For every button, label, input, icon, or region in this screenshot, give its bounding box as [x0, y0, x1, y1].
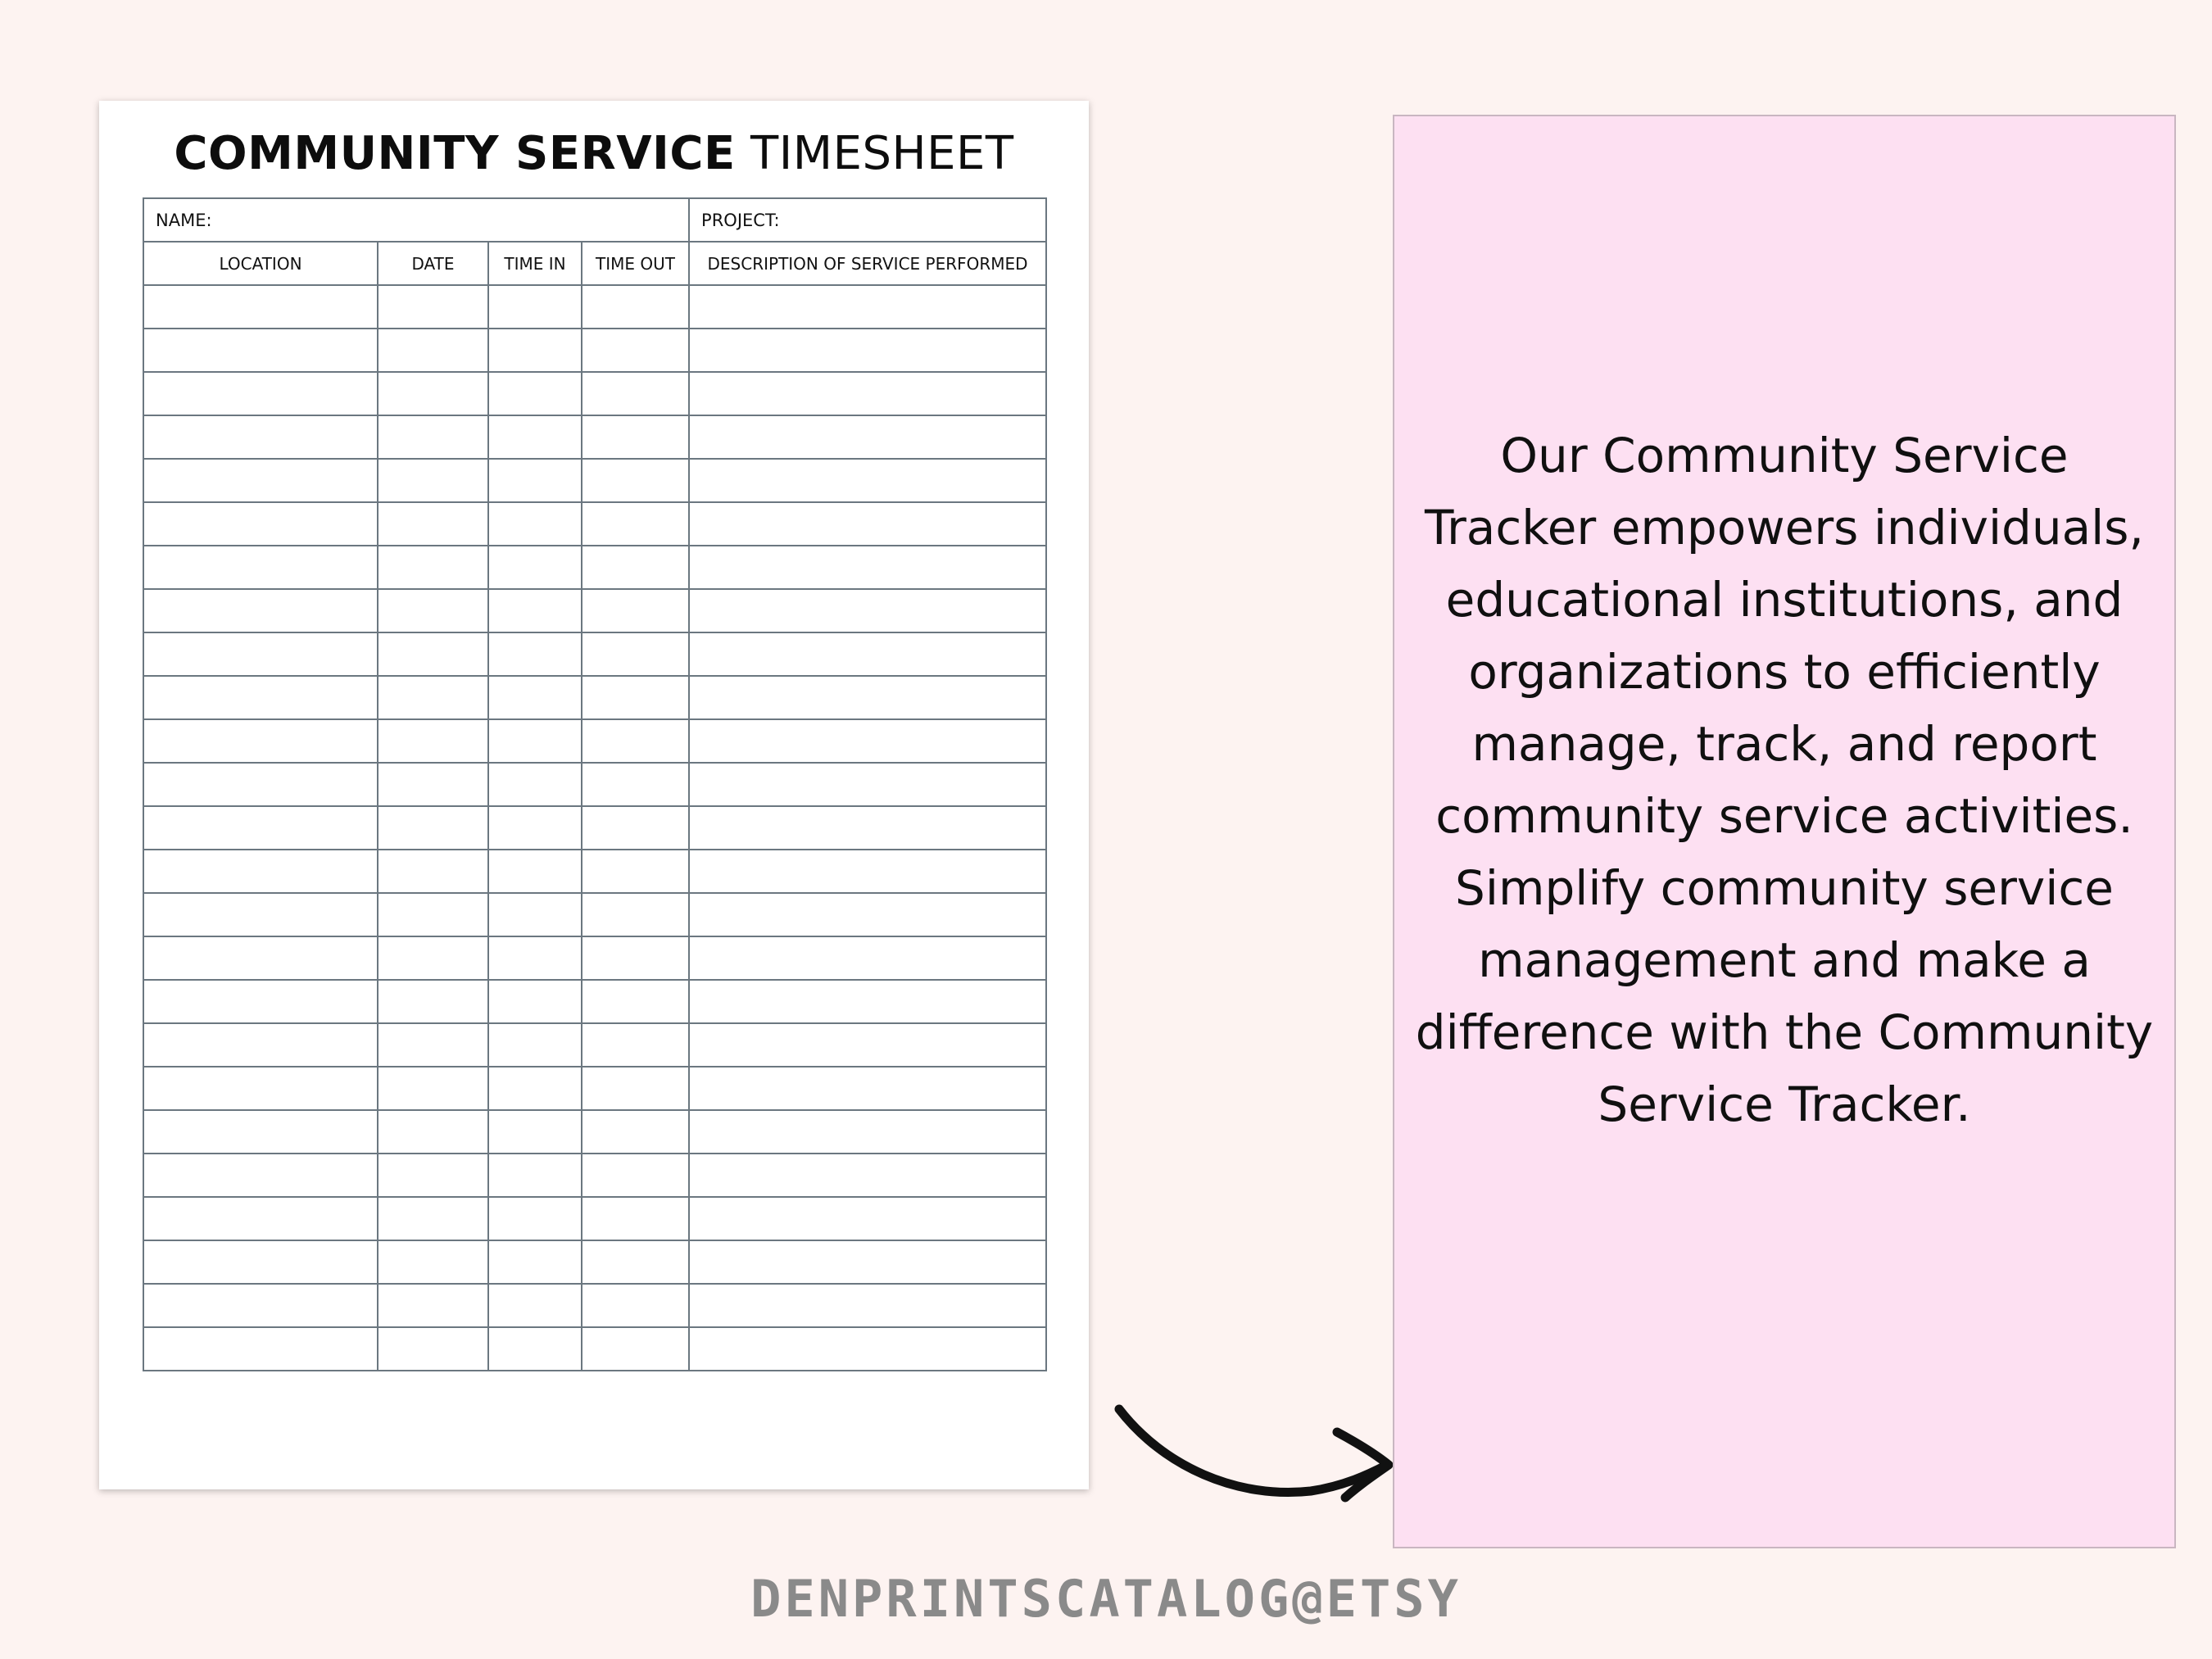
table-row	[143, 415, 1046, 459]
table-cell	[143, 459, 378, 502]
table-cell	[582, 806, 689, 850]
table-cell	[488, 1197, 582, 1240]
table-cell	[488, 676, 582, 719]
table-cell	[488, 1240, 582, 1284]
table-cell	[143, 329, 378, 372]
table-cell	[582, 502, 689, 546]
table-cell	[582, 329, 689, 372]
table-row	[143, 893, 1046, 936]
table-cell	[689, 285, 1046, 329]
table-cell	[143, 850, 378, 893]
table-cell	[378, 1240, 488, 1284]
column-header-location: LOCATION	[143, 242, 378, 285]
table-cell	[488, 980, 582, 1023]
table-cell	[582, 850, 689, 893]
table-cell	[582, 589, 689, 632]
table-cell	[488, 459, 582, 502]
table-cell	[689, 893, 1046, 936]
table-cell	[378, 329, 488, 372]
table-cell	[143, 415, 378, 459]
table-row	[143, 632, 1046, 676]
table-cell	[378, 546, 488, 589]
table-cell	[143, 502, 378, 546]
table-cell	[582, 1067, 689, 1110]
table-cell	[143, 936, 378, 980]
table-cell	[582, 1197, 689, 1240]
table-row	[143, 285, 1046, 329]
table-cell	[378, 1327, 488, 1371]
table-cell	[582, 1154, 689, 1197]
table-cell	[378, 676, 488, 719]
table-row	[143, 980, 1046, 1023]
table-cell	[378, 936, 488, 980]
column-header-time-in: TIME IN	[488, 242, 582, 285]
table-cell	[143, 676, 378, 719]
table-cell	[582, 1327, 689, 1371]
table-cell	[378, 806, 488, 850]
curved-arrow-icon	[1114, 1393, 1401, 1507]
sheet-title-light: TIMESHEET	[750, 127, 1014, 180]
table-row	[143, 329, 1046, 372]
description-text: Our Community Service Tracker empowers individuals, educational institutions, and organizations to efficiently manage, track, and report community service activities. Simplify community service management and make a difference with the Community Service Tracker.	[1415, 428, 2154, 1132]
table-cell	[689, 1110, 1046, 1154]
table-cell	[378, 1067, 488, 1110]
table-cell	[689, 546, 1046, 589]
table-cell	[582, 459, 689, 502]
table-cell	[143, 546, 378, 589]
table-cell	[689, 850, 1046, 893]
project-field: PROJECT:	[689, 198, 1046, 242]
table-cell	[488, 763, 582, 806]
table-cell	[488, 1067, 582, 1110]
table-cell	[582, 415, 689, 459]
table-cell	[689, 415, 1046, 459]
table-cell	[378, 285, 488, 329]
table-row	[143, 546, 1046, 589]
table-cell	[378, 850, 488, 893]
table-cell	[378, 459, 488, 502]
table-cell	[378, 502, 488, 546]
table-row	[143, 459, 1046, 502]
table-cell	[488, 893, 582, 936]
table-row	[143, 372, 1046, 415]
table-cell	[143, 1284, 378, 1327]
table-cell	[689, 1067, 1046, 1110]
table-cell	[582, 676, 689, 719]
table-cell	[582, 1023, 689, 1067]
table-cell	[689, 719, 1046, 763]
table-row	[143, 589, 1046, 632]
table-row	[143, 502, 1046, 546]
table-cell	[488, 850, 582, 893]
table-cell	[488, 1284, 582, 1327]
table-cell	[689, 936, 1046, 980]
table-cell	[689, 1154, 1046, 1197]
table-row	[143, 1023, 1046, 1067]
name-field: NAME:	[143, 198, 689, 242]
table-cell	[488, 719, 582, 763]
column-header-row	[143, 242, 1046, 285]
table-cell	[488, 1110, 582, 1154]
table-cell	[488, 329, 582, 372]
timesheet-preview	[99, 101, 1089, 1489]
table-cell	[689, 806, 1046, 850]
table-cell	[582, 893, 689, 936]
table-cell	[689, 1284, 1046, 1327]
table-cell	[378, 1197, 488, 1240]
table-cell	[488, 1154, 582, 1197]
table-row	[143, 719, 1046, 763]
table-cell	[582, 1110, 689, 1154]
table-cell	[582, 936, 689, 980]
table-cell	[689, 502, 1046, 546]
table-row	[143, 1110, 1046, 1154]
table-cell	[689, 1023, 1046, 1067]
table-cell	[689, 1240, 1046, 1284]
table-cell	[378, 632, 488, 676]
table-row	[143, 1284, 1046, 1327]
table-row	[143, 1240, 1046, 1284]
table-cell	[143, 372, 378, 415]
table-cell	[378, 415, 488, 459]
table-cell	[378, 893, 488, 936]
table-cell	[582, 1284, 689, 1327]
name-project-row	[143, 198, 1046, 242]
sheet-title-bold: COMMUNITY SERVICE	[174, 127, 736, 180]
table-cell	[143, 589, 378, 632]
timesheet-table	[143, 197, 1047, 1371]
table-cell	[143, 632, 378, 676]
shop-brand: DENPRINTSCATALOG@ETSY	[750, 1569, 1462, 1629]
table-cell	[143, 1023, 378, 1067]
table-cell	[582, 719, 689, 763]
table-cell	[689, 459, 1046, 502]
table-cell	[143, 1067, 378, 1110]
table-cell	[689, 763, 1046, 806]
table-cell	[582, 372, 689, 415]
table-row	[143, 806, 1046, 850]
table-cell	[582, 632, 689, 676]
table-cell	[582, 546, 689, 589]
table-cell	[488, 1023, 582, 1067]
table-cell	[689, 1327, 1046, 1371]
table-cell	[689, 676, 1046, 719]
table-cell	[582, 1240, 689, 1284]
table-cell	[143, 763, 378, 806]
table-cell	[378, 763, 488, 806]
table-row	[143, 1067, 1046, 1110]
table-cell	[378, 372, 488, 415]
table-cell	[143, 285, 378, 329]
table-row	[143, 936, 1046, 980]
table-cell	[143, 1154, 378, 1197]
table-cell	[488, 589, 582, 632]
table-row	[143, 763, 1046, 806]
table-cell	[143, 1240, 378, 1284]
table-row	[143, 1154, 1046, 1197]
table-cell	[378, 980, 488, 1023]
column-header-description: DESCRIPTION OF SERVICE PERFORMED	[689, 242, 1046, 285]
table-cell	[488, 372, 582, 415]
table-cell	[689, 632, 1046, 676]
table-cell	[488, 1327, 582, 1371]
column-header-date: DATE	[378, 242, 488, 285]
table-row	[143, 850, 1046, 893]
table-cell	[378, 1110, 488, 1154]
table-row	[143, 676, 1046, 719]
table-cell	[143, 1327, 378, 1371]
table-cell	[488, 806, 582, 850]
table-cell	[488, 415, 582, 459]
table-row	[143, 1327, 1046, 1371]
table-cell	[689, 589, 1046, 632]
table-cell	[488, 632, 582, 676]
table-cell	[378, 1023, 488, 1067]
sheet-title	[99, 127, 1089, 180]
table-cell	[582, 285, 689, 329]
table-cell	[582, 763, 689, 806]
table-cell	[689, 372, 1046, 415]
table-cell	[143, 980, 378, 1023]
table-cell	[378, 719, 488, 763]
table-cell	[689, 980, 1046, 1023]
table-cell	[689, 329, 1046, 372]
description-panel	[1393, 115, 2176, 1548]
table-cell	[488, 502, 582, 546]
table-cell	[582, 980, 689, 1023]
table-row	[143, 1197, 1046, 1240]
table-cell	[689, 1197, 1046, 1240]
table-cell	[143, 893, 378, 936]
table-cell	[488, 936, 582, 980]
table-cell	[488, 285, 582, 329]
table-cell	[143, 719, 378, 763]
column-header-time-out: TIME OUT	[582, 242, 689, 285]
table-cell	[143, 1197, 378, 1240]
table-cell	[488, 546, 582, 589]
table-cell	[143, 806, 378, 850]
table-cell	[378, 589, 488, 632]
table-cell	[378, 1284, 488, 1327]
table-cell	[378, 1154, 488, 1197]
table-cell	[143, 1110, 378, 1154]
